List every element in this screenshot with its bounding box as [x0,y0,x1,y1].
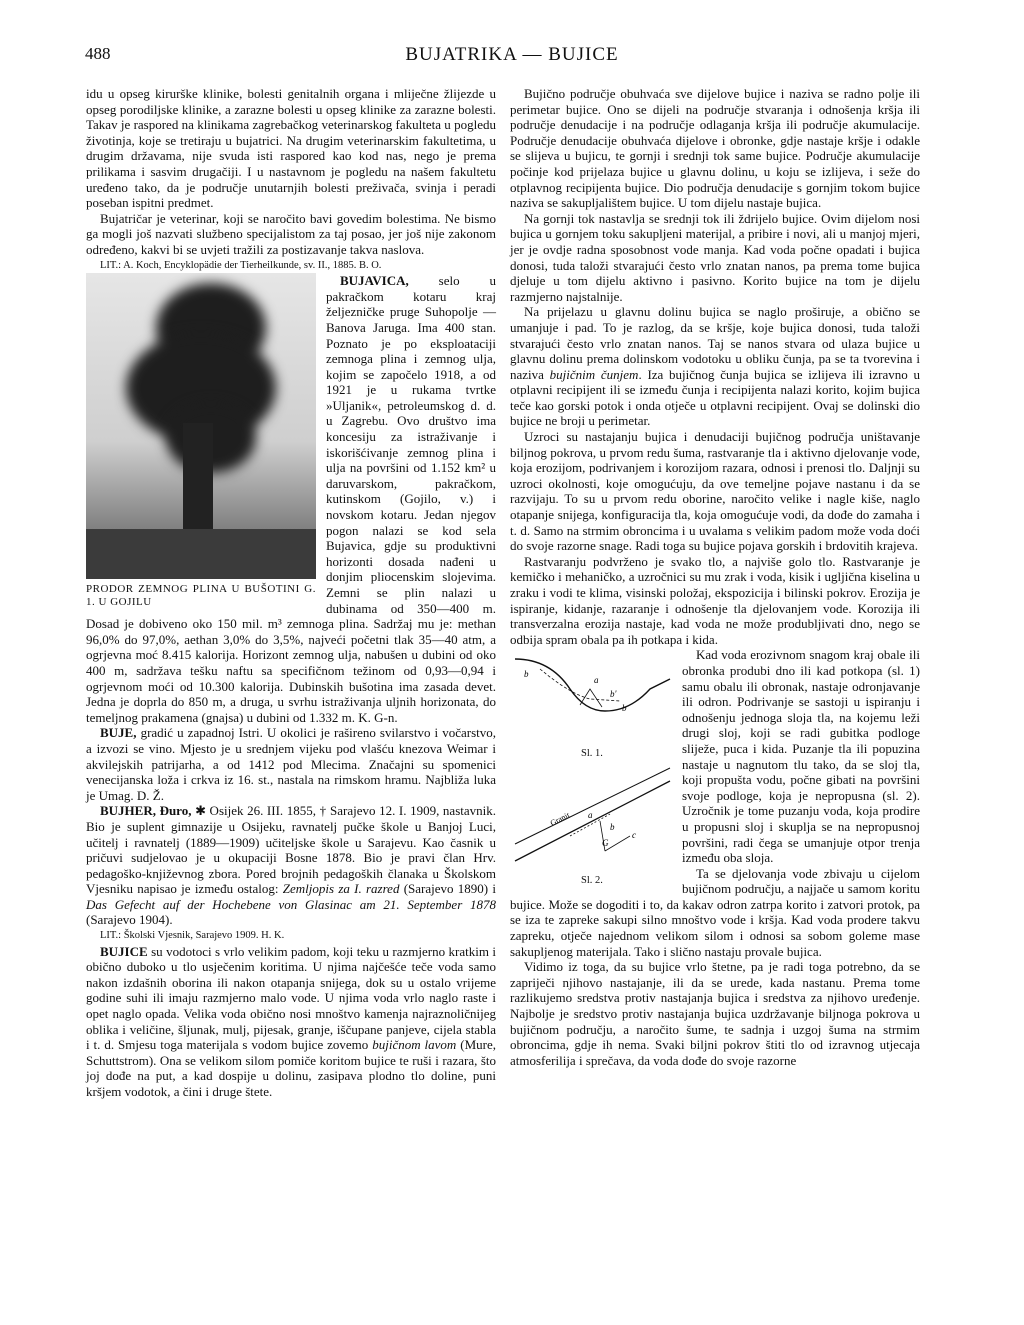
paragraph: Uzroci su nastajanju bujica i denudaciji bujičnog područja uništavanje biljnog pokrova, u prvom redu šuma, rastvaranje tla i aktivno djelovanje vode, koja erozijom, podrivanjem i korozijom razara, odnosi i prenosi tlo. Daljnji su uzroci okolnosti, koje omogućuju, da ove temeljne pojave nastanu i da se razvijaju. To su u prvom redu oborine, naročito velike i nagle kiše, naglo otapanje snijega, konfiguracija tla, koja omogućuje vodi, da dođe do zamaha i t. d. Samo na strmim obroncima i u uvalama s velikim padom može voda doći do svoje razorne snage. Radi toga su bujice pojava gorskih i brdovitih krajeva. [510,429,920,554]
paragraph: Vidimo iz toga, da su bujice vrlo štetne, pa je radi toga potrebno, da se zapriječi njihovo nastajanje, ili da se urede, kada nastanu. Prema tome razlikujemo sredstva protiv nastajanja bujica i sredstva za njihovo uređenje. Najbolje je sredstvo protiv nastajanja bujica uzdržavanje biljnoga pokrova u bujičnom području, a naročito šume, te sadnja i uzgoj šuma na strmim obroncima, gdje ih nema. Svaki biljni pokrov štiti tlo od izravnog utjecaja atmosferilija i sprečava, da voda dođe do svoje razorne [510,959,920,1068]
paragraph: Na gornji tok nastavlja se srednji tok ili ždrijelo bujice. Ovim dijelom nosi bujica u gornjem toku sakupljeni materijal, a pribire i novi, ali u manjoj mjeri, jer je ovdje radna sposobnost vode manja. Kad voda počne opadati i bujica donosi, tuda taloži stvarajući često vrlo znatan nanos, pa prema tome bujica djeluje u tom dijelu aktivno i pasivno. Korito bujice na tom je dijelu razmjerno najstalnije. [510,210,920,304]
fig2-mark: b [610,821,615,832]
entry-text: su vodotoci s vrlo velikim padom, koji teku u razmjerno kratkim i obično duboko u tlo usječenim koritima. U njima najčešće teče voda samo nakon izdašnih oborina ili nakon otapanja snijega, dok su u ostalo vrijeme godine suhi ili imaju razmjerno malo vode. U njima voda vrlo naglo raste i opet naglo opada. Velika voda obično nosi mnoštvo kamenja najraznoličnijeg oblika i veličine, šljunak, mulj, pijesak, granje, iščupane panjeve, cijela stabla i t. d. Smjesu toga materijala s vodom bujice zovemo [86,943,496,1053]
book-title: Zemljopis za I. razred [282,881,400,897]
left-column [86,86,496,1100]
entry-heading: BUJICE [100,943,148,959]
page-header [0,44,1024,74]
entry-bujice [86,944,496,1100]
fig1-mark: b [524,669,529,680]
fig2-mark: a [588,809,593,820]
paragraph-text: . Iza bujičnog čunja bujica se izlijeva ili izravno u otplavni recipijent ili se između čunja i recipijenta nalazi korito, kojim bujica teče kao gorski potok i onda otječe u otplavni recipijent. Ovaj se dolinski dio bujice ne broji u perimetar. [510,366,921,429]
gas-eruption-photo [86,273,316,579]
page-title: BUJATRIKA — BUJICE [405,44,619,65]
italic-term: bujičnim čunjem [549,366,639,382]
entry-text: (Sarajevo 1904). [86,912,173,928]
fig2-mark: G [602,837,609,848]
paragraph-text: Na prijelazu u glavnu dolinu bujica se naglo proširuje, a obično se umanjuje i pad. To je razlog, da se kršje, koje bujica donosi, tuda taloži stvarajući često vrlo znatan nanos. Taj se nanos stvara od ulaza bujice u glavnu dolinu prema dolinskom vodotoku u obliku čunja, pa se ta tvorevina i naziva [510,304,920,382]
fig2-mark: c [632,829,636,840]
entry-text: (Mure, Schuttstrom). Ona se velikom silom pomiče koritom bujice te ruši i razara, što joj dođe na put, a kad dospije u dolinu, zasipava plodno tlo doline, puni kršjem vodotok, a čini i druge štete. [86,1037,496,1099]
fig2-mark: Granit [548,810,572,828]
paragraph: idu u opseg kirurške klinike, bolesti genitalnih organa i mliječne žlijezde u opseg porodiljske klinike, a zarazne bolesti u opseg klinike za zarazne bolesti. Takav je raspored na klinikama zagrebačkog veterinarskog fakulteta u pogledu životinja, koje se tretiraju u bujatrici. Na drugim veterinarskim fakultetima, u drugim državama, nije svuda isti raspored kao kod nas, nego je prema prilikama i sasvim drugačiji. I u nastavnom je pogledu na našem fakultetu uređeno tako, da je područje unutarnjih bolesti preživača, svinja i peradi poseban ispitni predmet. [86,86,496,211]
entry-buje [86,725,496,803]
entry-heading: BUJAVICA, [340,273,409,289]
fig1-mark: b' [610,689,617,700]
figures-block [510,649,674,892]
figure-2-label: Sl. 2. [581,874,603,886]
entry-text: (Sarajevo 1890) i [399,881,496,897]
paragraph: Ta se djelovanja vode zbivaju u cijelom bujičnom području, a najjače u samom koritu bujice. Može se dogoditi i to, da kakav odron zatrpa korito i zatvori protok, pa se iza te zapreke sakupi silno mnoštvo vode i kršja. Kad voda prodere takvu zapreku, otječe najednom velikom silom i odnosi sa sobom goleme mase sakupljenog materijala. Tako i slično nastaju provale bujica. [510,865,920,959]
entry-bujher [86,803,496,928]
entry-heading: BUJHER, Đuro, [100,803,192,819]
paragraph [510,304,920,429]
entry-heading: BUJE, [100,725,137,741]
entry-text: gradić u zapadnoj Istri. U okolici je rašireno svilarstvo i vočarstvo, a izvozi se vino. Mjesto je u srednjem vijeku pod vlašću knezova Weimar i akvilejskih patrijarha, a od 1412 pod Mlecima. Značajni su spomenici venecijanska loža i crkva iz 16. st., nastala na rimskom hramu. Najbliža luka je Umag. D. Ž. [86,725,497,803]
italic-term: bujičnom lavom [372,1037,457,1053]
right-column [510,86,920,1068]
fig1-mark: a [594,675,599,686]
book-title: Das Gefecht auf der Hochebene von Glasinac am 21. September 1878 [86,896,496,912]
entry-text: selo u pakračkom kotaru kraj željezničke pruge Suhopolje — Banova Jaruga. Ima 400 stan. Poznato je po eksploataciji zemnoga plina i zemnog ulja, kojim se započelo 1918, a od 1921 je u rukama tvrtke »Uljanik«, petroleumskog d. d. u Zagrebu. Ovo društvo ima koncesiju za istraživanje i iskorišćivanje zemnog plina i ulja na površini od 1.152 km² u daruvarskom, pakračkom, kutinskom (Gojilo, v.) i novskom kotaru. Jedan njegov pogon nalazi se kod sela Bujavica, gdje su produktivni horizonti dosada nađeni u donjim pliocenskim slojevima. Zemni se plin nalazi u dubinama od 350—400 m. Dosad je dobiveno oko 150 mil. m³ zemnoga plina. Sadržaj mu je: methan 96,0% do 97,0%, aethan 3,0% do 3,5%, najveći početni tlak 35—40 atm, a ogrjevna moć 8.415 kalorija. Horizont zemnog ulja, nabušen u dubini od oko 400 m, sadržava tešku naftu sa specifičnom težinom od 0,93—0,94 i ogrjevnom moći od 10.300 kalorija. Dubinskih bušotina ima zasada devet. Jedna je doprla do 850 m, a druga, u svrhu istraživanja uljnih horizonata, do temeljnog prakamena (gnajsa) u dubini od 1.332 m. K. G-n. [86,273,496,725]
photo-caption: PRODOR ZEMNOG PLINA U BUŠOTINI G. 1. U GOJILU [86,583,316,609]
paragraph: Kad voda erozivnom snagom kraj obale ili obronka produbi dno ili kad potkopa (sl. 1) samu obalu ili obronak, nastaje odronjavanje ili odron. Podrivanje se sastoji u ispiranju i odnošenju jednoga sloja tla, na kojemu leži drugi sloj, koji se radi gubitka podloge sliježe, puca i kida. Puzanje tla ili popuzina nastaje u nagnutom tlu tako, da se sloj tla, koji propušta vodu, počne gibati na površini svoje podloge, koja je nepropusna (sl. 2). Uzročnik je tome puzanju voda, koja prodire u propusni sloj i skupljа se na nepropusnoj površini, radi čega se umanjuje otpor trenja između oba sloja. [682,647,920,866]
entry-text: ✱ Osijek 26. III. 1855, † Sarajevo 12. I. 1909, nastavnik. Bio je suplent gimnazije u Osijeku, ravnatelj pučke škole u Banjoj Luci, učitelj i ravnatelj (1889—1909) učiteljske škole u Sarajevu. Kao časnik u pričuvi sudjelovao je u okupaciji Bosne 1878. Bio je pravi član Hrv. pedagoško-književnog zbora. Pored brojnih pedagoških članaka u Školskom Vjesniku napisao je između ostalog: [86,803,496,897]
literature-note: LIT.: Školski Vjesnik, Sarajevo 1909. H. K. [100,930,285,942]
page-number: 488 [85,44,111,63]
paragraph: Bujatričar je veterinar, koji se naročito bavi govedim bolestima. Ne bismo ga mogli još nazvati službeno specijalistom za taj posao, jer još nije zakonom određeno, kakvi bi se uvjeti tražili za postizavanje takva naslova. [86,210,496,257]
figure-2-diagram [510,766,674,871]
literature-note: LIT.: A. Koch, Encyklopädie der Tierheilkunde, sv. II., 1885. B. O. [100,259,382,271]
paragraph: Rastvaranju podvrženo je svako tlo, a najviše golo tlo. Rastvaranje je kemičko i mehaničko, a uzročnici su mu zrak i voda, kisik i ugljična kiselina u zraku i vodi te klima, visinski položaj, ekspozicija i bilinski pokrov. Erozija je ispiranje, kidanje, razaranje i odnošenje tla djelovanjem vode. Korozija ili transverzalna erozija nastaje, kad voda ne može produbljivati dno, nego se odbija spram obala pa ih potkapa i kida. [510,553,920,647]
figure-1-diagram [510,649,674,744]
paragraph: Bujično područje obuhvaća sve dijelove bujice i naziva se radno polje ili perimetar bujice. Ono se dijeli na područje stvaranja i odnošenja kršja ili područje denudacije i na područje odlaganja kršja ili područje akumulacije. Područje denudacije obuhvaća dijelove i obronke, gdje nastaje kršje i odakle se slijeva u bujicu, te gornji i srednji tok same bujice. Područje akumulacije počinje kod prijelaza bujice u glavnu dolinu, u koju se izlijeva, i seže do otplavnog recipijenta bujice. Dio područja denudacije s gornjim tokom bujice naziva se sakupljalištem bujice. U tom dijelu nastaje bujica. [510,86,920,211]
fig1-mark: b [622,703,627,714]
figure-1-label: Sl. 1. [581,748,603,760]
photo-figure [86,273,316,609]
